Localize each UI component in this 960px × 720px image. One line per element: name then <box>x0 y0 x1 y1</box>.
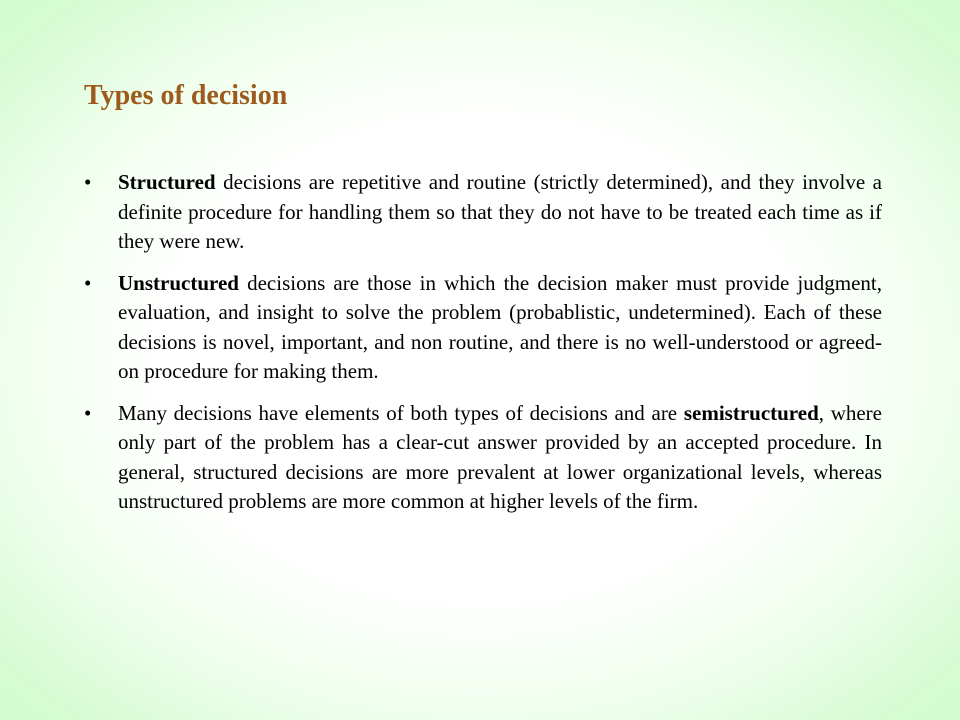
bullet-list <box>84 168 882 529</box>
bullet-dot: • <box>84 400 92 425</box>
bullet-lead-text: Many decisions have elements of both types of decisions and are <box>118 400 684 425</box>
bullet-structured <box>84 168 882 257</box>
bullet-unstructured <box>84 269 882 387</box>
bullet-dot: • <box>84 170 92 194</box>
bullet-body-text: , where only part of the problem has a clear-cut answer provided by an accepted procedure. In general, structured decisions are more prevalent at lower organizational levels, whereas unstructured problems are more common at higher levels of the firm. <box>118 400 882 513</box>
bullet-dot: • <box>84 270 92 295</box>
bullet-body-text: decisions are those in which the decision maker must provide judgment, evaluation, and insight to solve the problem (probablistic, undetermined). Each of these decisions is novel, important, and non routine, and there is no well-understood or agreed-on procedure for making them. <box>118 270 882 383</box>
slide-title: Types of decision <box>84 80 288 111</box>
bullet-body-text: decisions are repetitive and routine (strictly determined), and they involve a definite procedure for handling them so that they do not have to be treated each time as if they were new. <box>118 170 882 253</box>
bullet-semistructured <box>84 399 882 517</box>
bullet-bold-term: Unstructured <box>118 270 239 295</box>
bullet-bold-term: semistructured <box>683 400 819 425</box>
bullet-bold-term: Structured <box>118 170 216 194</box>
